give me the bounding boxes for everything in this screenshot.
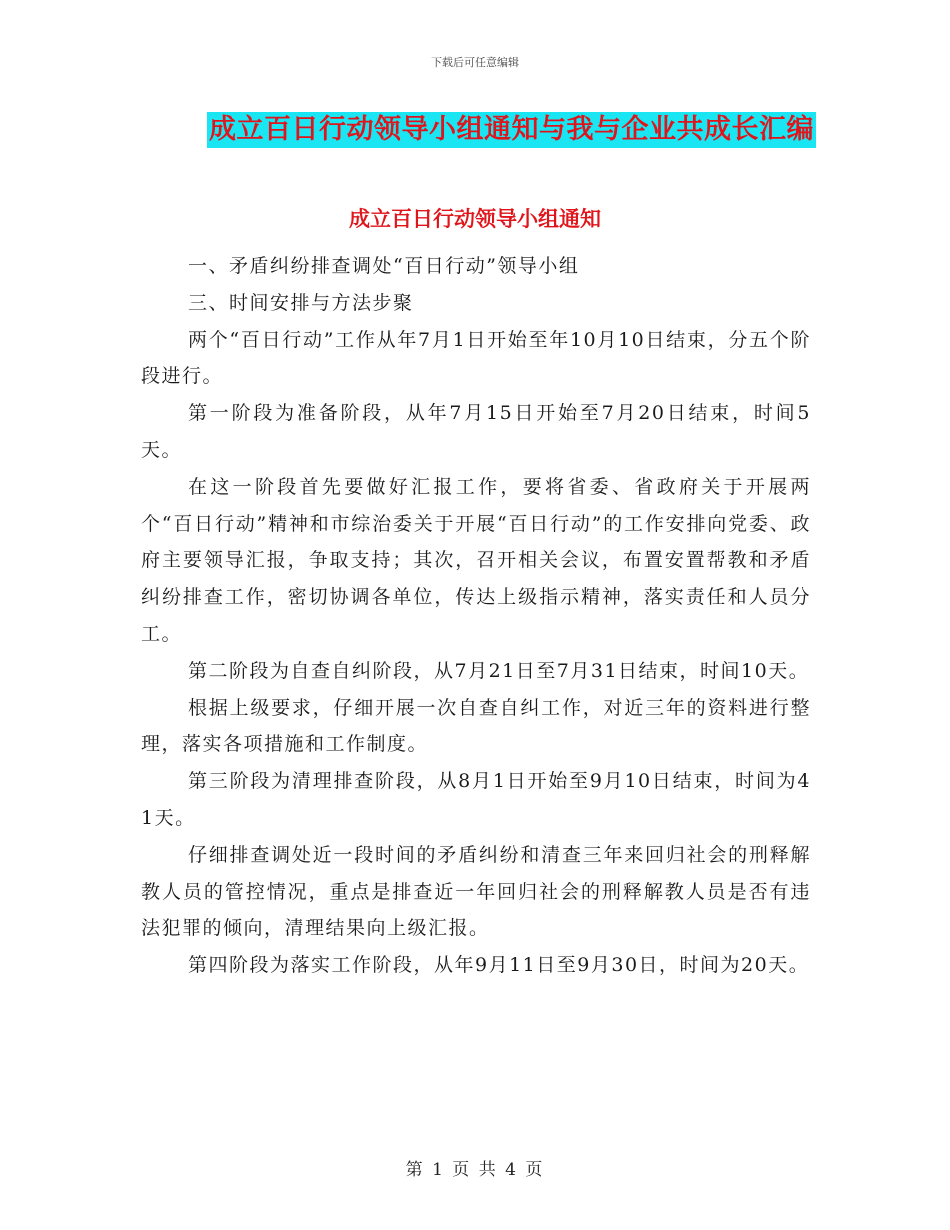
paragraph-3: 两个“百日行动”工作从年7月1日开始至年10月10日结束，分五个阶段进行。 xyxy=(141,328,811,388)
paragraph-5: 在这一阶段首先要做好汇报工作，要将省委、省政府关于开展两个“百日行动”精神和市综治委关于开展“百日行动”的工作安排向党委、政府主要领导汇报，争取支持；其次，召开相关会议，布置安置帮教和矛盾纠纷排查工作，密切协调各单位，传达上级指示精神，落实责任和人员分工。 xyxy=(141,475,811,645)
paragraph-9: 仔细排查调处近一段时间的矛盾纠纷和清查三年来回归社会的刑释解教人员的管控情况，重点是排查近一年回归社会的刑释解教人员是否有违法犯罪的倾向，清理结果向上级汇报。 xyxy=(141,843,811,940)
paragraph-4: 第一阶段为准备阶段，从年7月15日开始至7月20日结束，时间5天。 xyxy=(141,402,811,461)
paragraph-1: 一、矛盾纠纷排查调处“百日行动”领导小组 xyxy=(188,255,580,277)
paragraph-7: 根据上级要求，仔细开展一次自查自纠工作，对近三年的资料进行整理，落实各项措施和工作制度。 xyxy=(141,696,811,756)
paragraph-8: 第三阶段为清理排查阶段，从8月1日开始至9月10日结束，时间为41天。 xyxy=(141,770,811,829)
section-title: 成立百日行动领导小组通知 xyxy=(349,207,601,231)
paragraph-10: 第四阶段为落实工作阶段，从年9月11日至9月30日，时间为20天。 xyxy=(188,954,810,977)
header-note: 下载后可任意编辑 xyxy=(431,56,519,69)
page-footer: 第 1 页 共 4 页 xyxy=(405,1160,545,1180)
paragraph-2: 三、时间安排与方法步聚 xyxy=(188,291,414,314)
paragraph-6: 第二阶段为自查自纠阶段，从7月21日至7月31日结束，时间10天。 xyxy=(188,659,810,682)
document-title: 成立百日行动领导小组通知与我与企业共成长汇编 xyxy=(207,112,816,148)
document-body xyxy=(141,248,811,984)
